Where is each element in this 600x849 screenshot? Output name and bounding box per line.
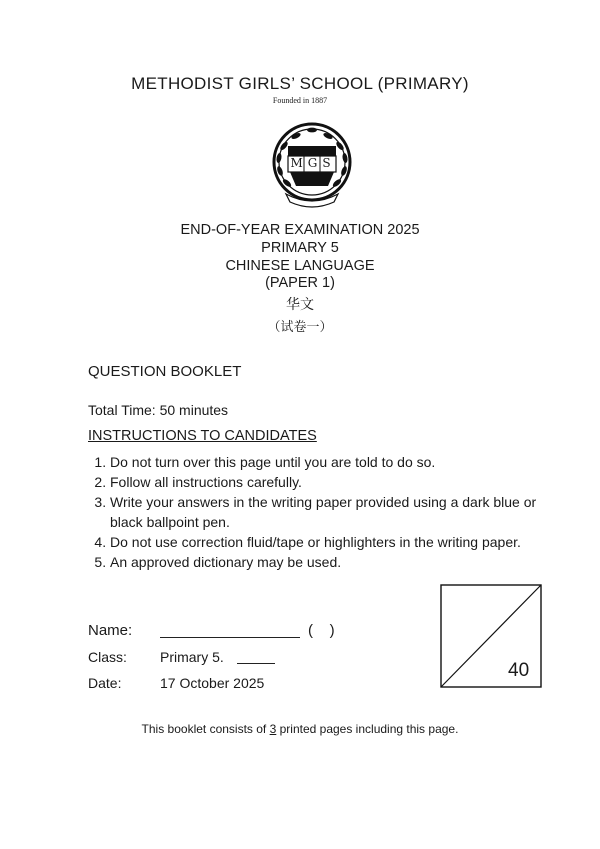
- founded-year: Founded in 1887: [272, 96, 328, 105]
- score-total: 40: [508, 660, 530, 681]
- instruction-item: 4. Do not use correction fluid/tape or highlighters in the writing paper.: [110, 532, 550, 552]
- booklet-type: QUESTION BOOKLET: [88, 363, 242, 380]
- instruction-item: 3. Write your answers in the writing paper provided using a dark blue or black ballpoint pen.: [110, 492, 550, 532]
- exam-subject-chinese: 华文: [286, 297, 314, 313]
- date-value: 17 October 2025: [160, 675, 265, 691]
- exam-paper-chinese: （试卷一）: [267, 320, 333, 335]
- class-value: Primary 5.: [160, 649, 224, 665]
- school-name: METHODIST GIRLS’ SCHOOL (PRIMARY): [131, 74, 469, 93]
- date-label: Date:: [88, 675, 122, 691]
- name-label: Name:: [88, 622, 133, 639]
- instruction-item: 2. Follow all instructions carefully.: [110, 472, 550, 492]
- footer-page-count: 3: [269, 722, 277, 736]
- instruction-item: 1. Do not turn over this page until you are told to do so.: [110, 452, 550, 472]
- register-number-field[interactable]: ( ): [308, 622, 335, 639]
- exam-level: PRIMARY 5: [261, 240, 339, 256]
- footer-text-after: printed pages including this page.: [276, 722, 459, 736]
- class-field-line[interactable]: [237, 663, 275, 664]
- total-time: Total Time: 50 minutes: [88, 402, 229, 418]
- instruction-item: 5. An approved dictionary may be used.: [110, 552, 550, 572]
- exam-paper: (PAPER 1): [265, 275, 335, 291]
- instructions-heading: INSTRUCTIONS TO CANDIDATES: [88, 428, 317, 444]
- instructions-list: [90, 452, 550, 572]
- name-field-line[interactable]: [160, 637, 300, 638]
- crest-letters: MGS: [290, 156, 336, 170]
- class-label: Class:: [88, 649, 127, 665]
- page-count-note: [0, 722, 600, 736]
- exam-title: END-OF-YEAR EXAMINATION 2025: [180, 222, 420, 238]
- footer-text-before: This booklet consists of: [141, 722, 270, 736]
- exam-subject: CHINESE LANGUAGE: [225, 258, 375, 274]
